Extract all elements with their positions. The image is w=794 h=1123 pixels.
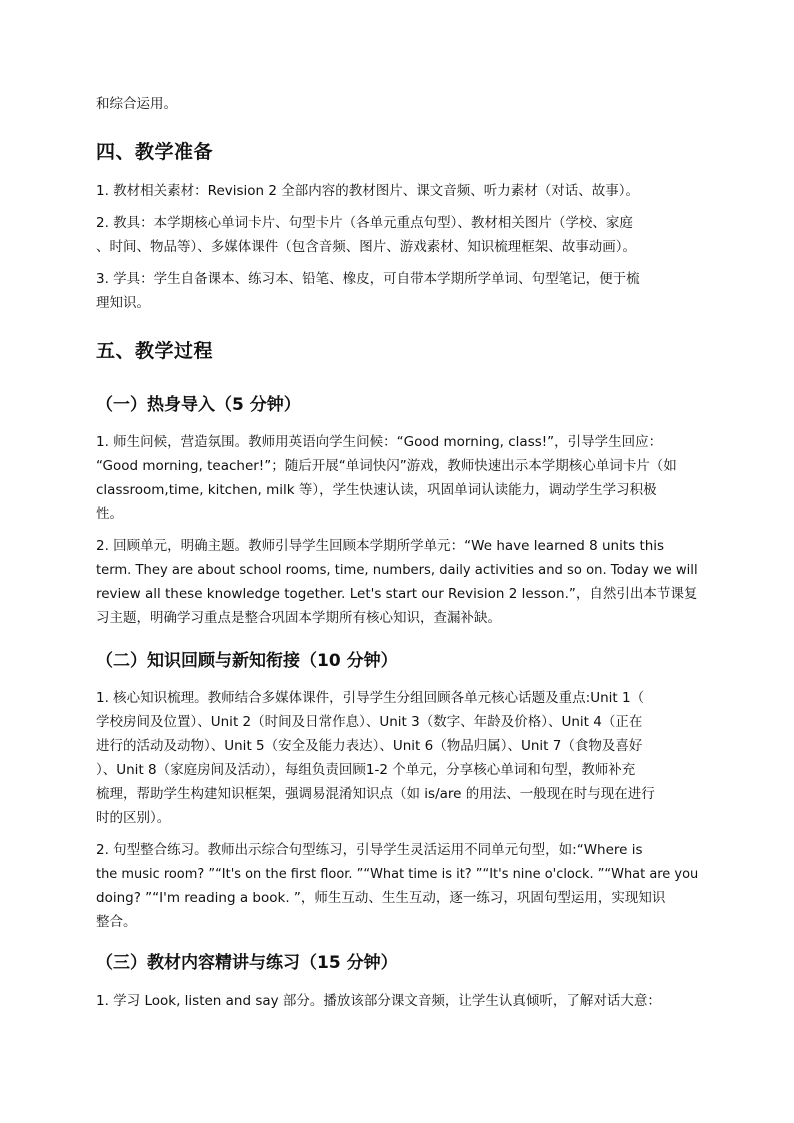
subsection-heading-warmup bbox=[96, 392, 698, 418]
subsection-title: （三）教材内容精讲与练习（15 分钟） bbox=[96, 953, 398, 973]
text-line: 1. 核心知识梳理。教师结合多媒体课件，引导学生分组回顾各单元核心话题及重点:Unit 1（ bbox=[96, 690, 645, 706]
text-line: term. They are about school rooms, time, numbers, daily activities and so on. Today we will bbox=[96, 562, 698, 578]
text-line: classroom,time, kitchen, milk 等），学生快速认读，巩固单词认读能力，调动学生学习积极 bbox=[96, 482, 657, 498]
text-line: 性。 bbox=[96, 506, 123, 522]
text-line: 1. 师生问候，营造氛围。教师用英语向学生问候：“Good morning, class!”，引导学生回应： bbox=[96, 434, 663, 450]
section-heading-prep bbox=[96, 138, 698, 166]
prep-item-3 bbox=[96, 267, 698, 315]
subsection-title: （一）热身导入（5 分钟） bbox=[96, 395, 301, 415]
intro-paragraph bbox=[96, 92, 698, 116]
text-line: 整合。 bbox=[96, 914, 137, 930]
text-line: 3. 学具：学生自备课本、练习本、铅笔、橡皮，可自带本学期所学单词、句型笔记，便于梳 bbox=[96, 271, 640, 287]
text-line: 和综合运用。 bbox=[96, 96, 177, 112]
text-line: 时的区别）。 bbox=[96, 810, 171, 826]
warmup-item-1 bbox=[96, 430, 698, 526]
prep-item-2 bbox=[96, 211, 698, 259]
text-line: 进行的活动及动物）、Unit 5（安全及能力表达）、Unit 6（物品归属）、Unit 7（食物及喜好 bbox=[96, 738, 643, 754]
warmup-item-2 bbox=[96, 534, 698, 630]
section-heading-process bbox=[96, 337, 698, 365]
text-line: 学校房间及位置）、Unit 2（时间及日常作息）、Unit 3（数字、年龄及价格）、Unit 4（正在 bbox=[96, 714, 643, 730]
text-line: 2. 教具：本学期核心单词卡片、句型卡片（各单元重点句型）、教材相关图片（学校、家庭 bbox=[96, 215, 633, 231]
review-item-1 bbox=[96, 686, 698, 830]
text-line: 、时间、物品等）、多媒体课件（包含音频、图片、游戏素材、知识梳理框架、故事动画）。 bbox=[96, 239, 636, 255]
section-title: 四、教学准备 bbox=[96, 141, 214, 163]
subsection-title: （二）知识回顾与新知衔接（10 分钟） bbox=[96, 651, 398, 671]
subsection-heading-textbook bbox=[96, 950, 698, 976]
text-line: “Good morning, teacher!”；随后开展“单词快闪”游戏，教师快速出示本学期核心单词卡片（如 bbox=[96, 458, 677, 474]
text-line: 2. 句型整合练习。教师出示综合句型练习，引导学生灵活运用不同单元句型，如:“Where is bbox=[96, 842, 643, 858]
textbook-item-1 bbox=[96, 989, 698, 1013]
prep-item-1 bbox=[96, 179, 698, 203]
text-line: 梳理，帮助学生构建知识框架，强调易混淆知识点（如 is/are 的用法、一般现在时与现在进行 bbox=[96, 786, 655, 802]
text-line: ）、Unit 8（家庭房间及活动），每组负责回顾1-2 个单元，分享核心单词和句型，教师补充 bbox=[96, 762, 636, 778]
text-line: review all these knowledge together. Let's start our Revision 2 lesson.”，自然引出本节课复 bbox=[96, 586, 698, 602]
text-line: 理知识。 bbox=[96, 295, 150, 311]
section-title: 五、教学过程 bbox=[96, 340, 214, 362]
text-line: the music room? ”“It's on the first floor. ”“What time is it? ”“It's nine o'clock. ”“What are you bbox=[96, 866, 699, 882]
review-item-2 bbox=[96, 838, 698, 934]
text-line: 习主题，明确学习重点是整合巩固本学期所有核心知识，查漏补缺。 bbox=[96, 610, 501, 626]
subsection-heading-review bbox=[96, 648, 698, 674]
text-line: 2. 回顾单元，明确主题。教师引导学生回顾本学期所学单元：“We have learned 8 units this bbox=[96, 538, 665, 554]
text-line: doing? ”“I'm reading a book. ”，师生互动、生生互动，逐一练习，巩固句型运用，实现知识 bbox=[96, 890, 666, 906]
text-line: 1. 学习 Look, listen and say 部分。播放该部分课文音频，让学生认真倾听，了解对话大意： bbox=[96, 993, 661, 1009]
text-line: 1. 教材相关素材：Revision 2 全部内容的教材图片、课文音频、听力素材（对话、故事）。 bbox=[96, 183, 640, 199]
